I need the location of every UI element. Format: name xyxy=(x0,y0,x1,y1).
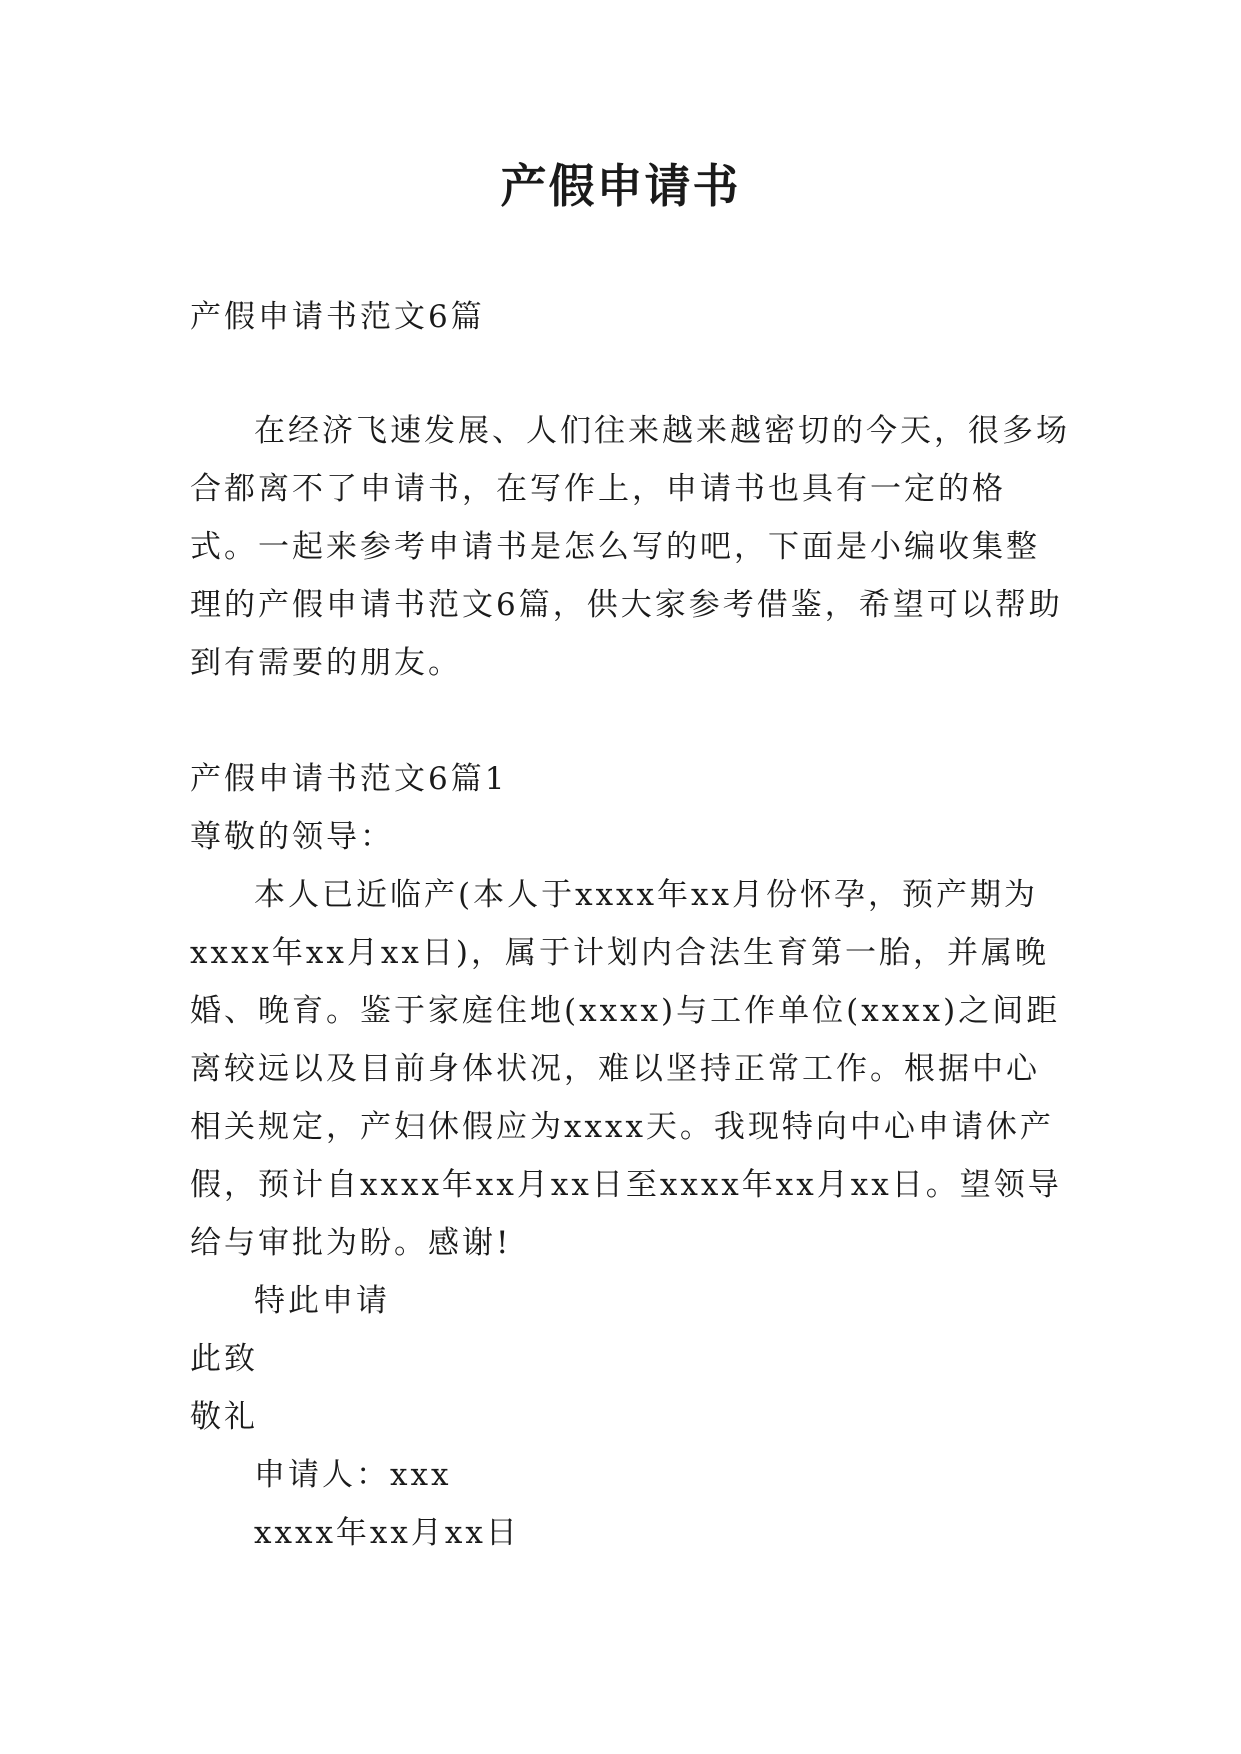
document-content xyxy=(190,288,1070,1562)
salutation: 尊敬的领导： xyxy=(190,819,394,855)
spacer xyxy=(190,346,1070,402)
spacer xyxy=(190,692,1070,750)
section-heading: 产假申请书范文6篇1 xyxy=(190,761,508,797)
document-subtitle: 产假申请书范文6篇 xyxy=(190,299,485,335)
intro-paragraph: 在经济飞速发展、人们往来越来越密切的今天，很多场合都离不了申请书，在写作上，申请书也具有一定的格式。一起来参考申请书是怎么写的吧，下面是小编收集整理的产假申请书范文6篇，供大家参考借鉴，希望可以帮助到有需要的朋友。 xyxy=(190,413,1070,681)
applicant-line: 申请人：xxx xyxy=(254,1457,452,1493)
closing-line: 特此申请 xyxy=(254,1283,390,1319)
letter-body: 本人已近临产(本人于xxxx年xx月份怀孕，预产期为xxxx年xx月xx日)，属于计划内合法生育第一胎，并属晚婚、晚育。鉴于家庭住地(xxxx)与工作单位(xxxx)之间距离较远以及目前身体状况，难以坚持正常工作。根据中心相关规定，产妇休假应为xxxx天。我现特向中心申请休产假，预计自xxxx年xx月xx日至xxxx年xx月xx日。望领导给与审批为盼。感谢! xyxy=(190,877,1062,1261)
regards-line-2: 敬礼 xyxy=(190,1399,258,1435)
document-title: 产假申请书 xyxy=(500,159,741,213)
date-line: xxxx年xx月xx日 xyxy=(254,1515,520,1551)
regards-line-1: 此致 xyxy=(190,1341,258,1377)
